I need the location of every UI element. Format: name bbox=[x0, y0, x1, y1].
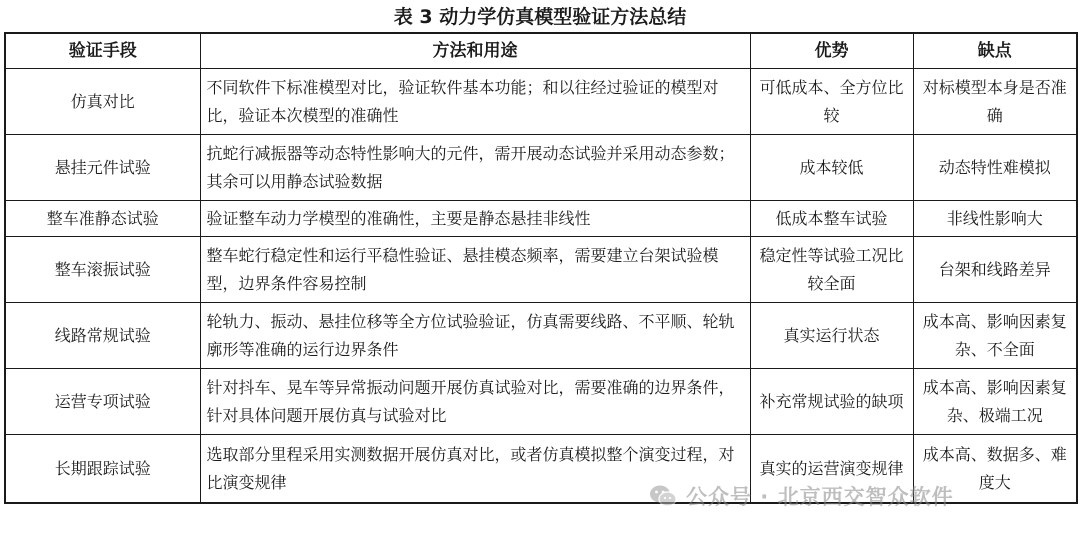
cell-pro: 补充常规试验的缺项 bbox=[750, 369, 913, 435]
cell-method: 整车蛇行稳定性和运行平稳性验证、悬挂模态频率，需要建立台架试验模型，边界条件容易控制 bbox=[200, 237, 750, 303]
table-caption: 表 3 动力学仿真模型验证方法总结 bbox=[393, 6, 687, 28]
header-con: 缺点 bbox=[913, 33, 1077, 69]
table-row bbox=[5, 435, 1077, 504]
table-row bbox=[5, 201, 1077, 237]
cell-con: 台架和线路差异 bbox=[913, 237, 1077, 303]
table-row bbox=[5, 369, 1077, 435]
cell-pro: 可低成本、全方位比较 bbox=[750, 69, 913, 135]
table-row bbox=[5, 237, 1077, 303]
cell-pro: 真实的运营演变规律 bbox=[750, 435, 913, 504]
watermark-text: 公众号 · 北京西交智众软件 bbox=[686, 485, 954, 509]
validation-methods-table bbox=[4, 32, 1078, 504]
cell-method: 轮轨力、振动、悬挂位移等全方位试验验证，仿真需要线路、不平顺、轮轨廓形等准确的运行边界条件 bbox=[200, 303, 750, 369]
cell-means: 整车准静态试验 bbox=[5, 201, 200, 237]
cell-con: 对标模型本身是否准确 bbox=[913, 69, 1077, 135]
cell-con: 动态特性难模拟 bbox=[913, 135, 1077, 201]
cell-method: 选取部分里程采用实测数据开展仿真对比，或者仿真模拟整个演变过程，对比演变规律 bbox=[200, 435, 750, 504]
cell-means: 线路常规试验 bbox=[5, 303, 200, 369]
header-means: 验证手段 bbox=[5, 33, 200, 69]
cell-means: 悬挂元件试验 bbox=[5, 135, 200, 201]
cell-pro: 真实运行状态 bbox=[750, 303, 913, 369]
cell-con: 非线性影响大 bbox=[913, 201, 1077, 237]
cell-method: 不同软件下标准模型对比，验证软件基本功能；和以往经过验证的模型对比，验证本次模型的准确性 bbox=[200, 69, 750, 135]
cell-means: 整车滚振试验 bbox=[5, 237, 200, 303]
cell-con: 成本高、影响因素复杂、不全面 bbox=[913, 303, 1077, 369]
header-pro: 优势 bbox=[750, 33, 913, 69]
cell-pro: 稳定性等试验工况比较全面 bbox=[750, 237, 913, 303]
cell-pro: 低成本整车试验 bbox=[750, 201, 913, 237]
cell-means: 长期跟踪试验 bbox=[5, 435, 200, 504]
table-row bbox=[5, 303, 1077, 369]
cell-method: 抗蛇行减振器等动态特性影响大的元件，需开展动态试验并采用动态参数；其余可以用静态试验数据 bbox=[200, 135, 750, 201]
cell-pro: 成本较低 bbox=[750, 135, 913, 201]
cell-means: 运营专项试验 bbox=[5, 369, 200, 435]
header-method: 方法和用途 bbox=[200, 33, 750, 69]
cell-con: 成本高、影响因素复杂、极端工况 bbox=[913, 369, 1077, 435]
cell-method: 针对抖车、晃车等异常振动问题开展仿真试验对比，需要准确的边界条件，针对具体问题开展仿真与试验对比 bbox=[200, 369, 750, 435]
cell-con: 成本高、数据多、难度大 bbox=[913, 435, 1077, 504]
cell-method: 验证整车动力学模型的准确性，主要是静态悬挂非线性 bbox=[200, 201, 750, 237]
table-row bbox=[5, 69, 1077, 135]
cell-means: 仿真对比 bbox=[5, 69, 200, 135]
table-row bbox=[5, 135, 1077, 201]
header-row bbox=[5, 33, 1077, 69]
